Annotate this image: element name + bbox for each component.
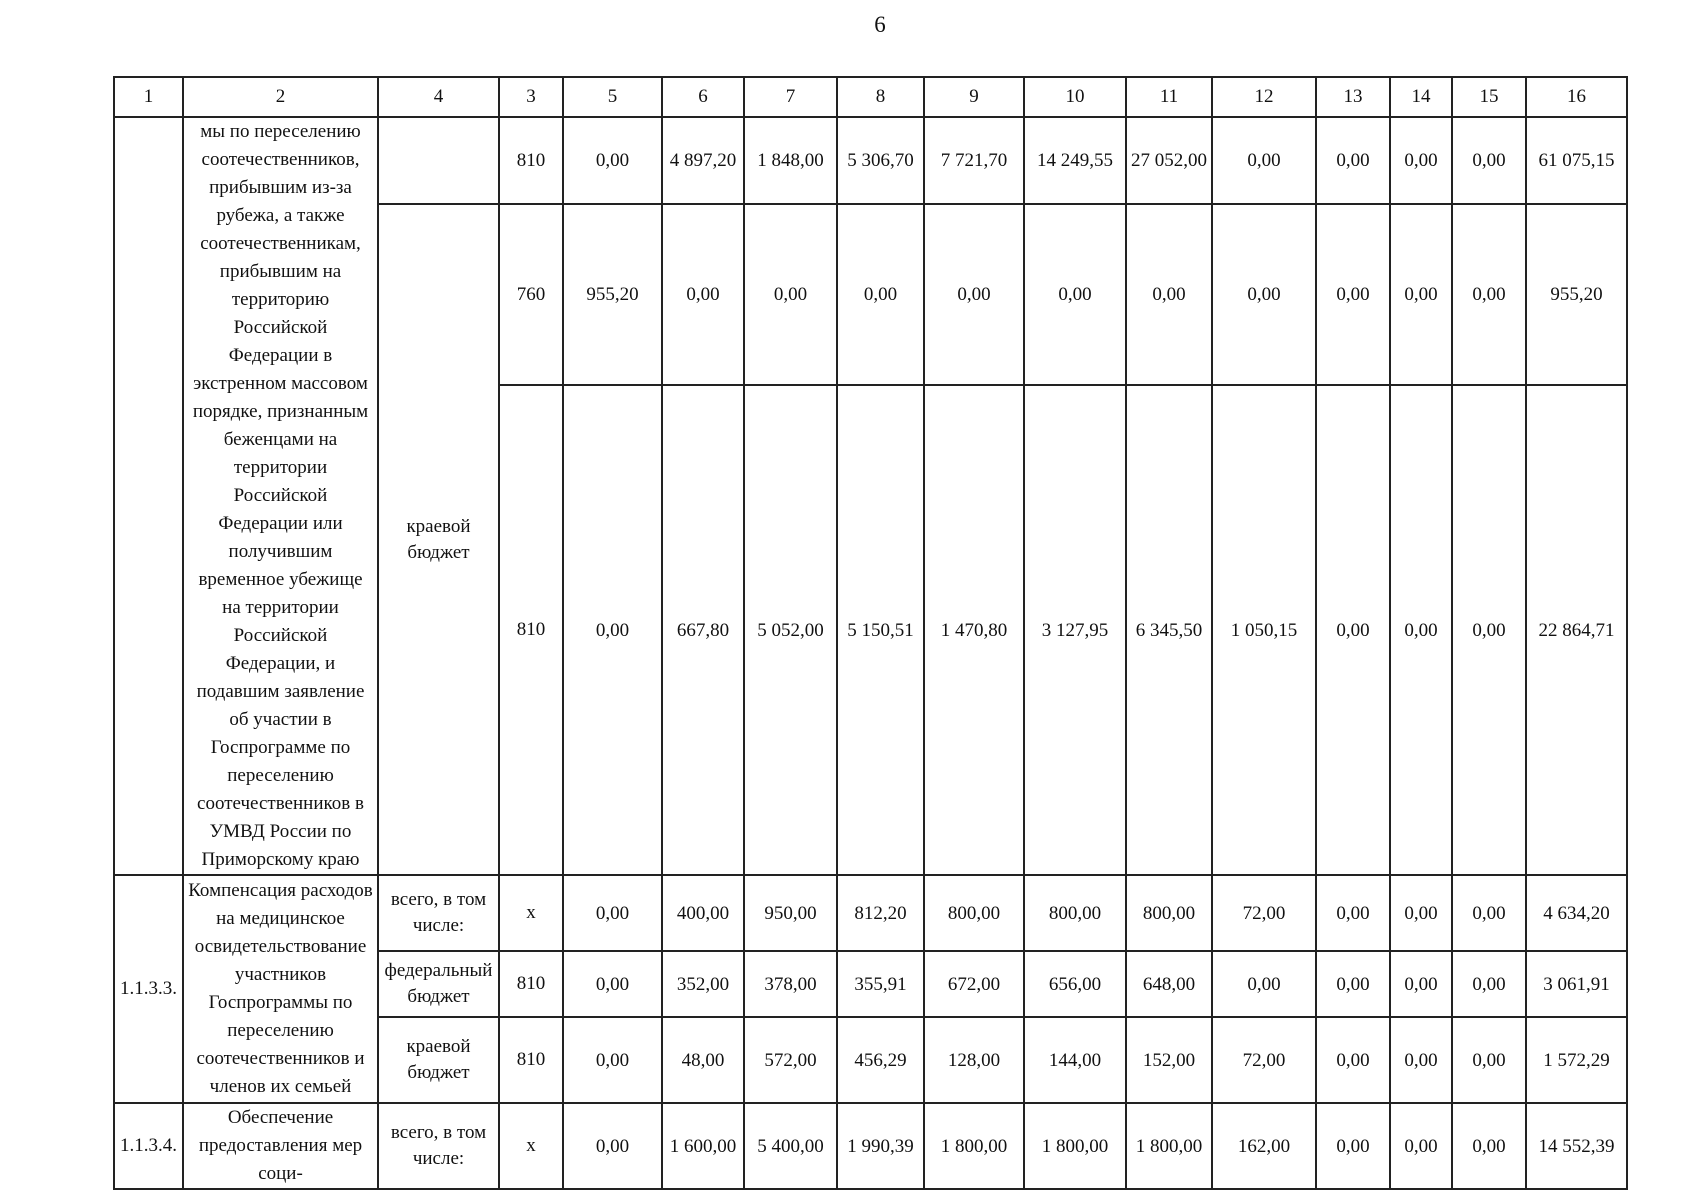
value-cell: 3 127,95	[1024, 385, 1126, 875]
item-description: Компенсация расходов на медицинское освидетельствование участников Госпрограммы по переселению соотечественников и членов их семьей	[183, 875, 378, 1103]
funding-source: всего, в том числе:	[378, 875, 499, 951]
value-cell: 4 897,20	[662, 117, 744, 204]
header-cell: 1	[114, 77, 183, 117]
funding-source: краевой бюджет	[378, 1017, 499, 1103]
value-cell: 0,00	[837, 204, 924, 385]
value-cell: 0,00	[1390, 875, 1452, 951]
value-cell: 0,00	[1316, 385, 1390, 875]
item-number-cell: 1.1.3.4.	[114, 1103, 183, 1189]
header-cell: 7	[744, 77, 837, 117]
value-cell: 0,00	[1390, 117, 1452, 204]
header-row	[114, 77, 1627, 117]
page-number: 6	[874, 12, 886, 37]
value-cell: 14 249,55	[1024, 117, 1126, 204]
value-cell: 27 052,00	[1126, 117, 1212, 204]
header-cell: 5	[563, 77, 662, 117]
value-cell: 144,00	[1024, 1017, 1126, 1103]
header-cell: 12	[1212, 77, 1316, 117]
value-cell: 0,00	[1316, 951, 1390, 1017]
value-cell: 6 345,50	[1126, 385, 1212, 875]
total-cell: 4 634,20	[1526, 875, 1627, 951]
value-cell: 162,00	[1212, 1103, 1316, 1189]
value-cell: 812,20	[837, 875, 924, 951]
value-cell: 5 400,00	[744, 1103, 837, 1189]
funding-source: краевой бюджет	[378, 204, 499, 875]
value-cell: 656,00	[1024, 951, 1126, 1017]
value-cell: 5 306,70	[837, 117, 924, 204]
header-cell: 11	[1126, 77, 1212, 117]
item-number-cell	[114, 117, 183, 875]
value-cell: 0,00	[1452, 117, 1526, 204]
value-cell: 1 848,00	[744, 117, 837, 204]
value-cell: 0,00	[563, 117, 662, 204]
total-cell: 14 552,39	[1526, 1103, 1627, 1189]
value-cell: 0,00	[563, 875, 662, 951]
funding-source: федеральный бюджет	[378, 951, 499, 1017]
value-cell: 0,00	[1212, 204, 1316, 385]
value-cell: 0,00	[1316, 117, 1390, 204]
table-row	[114, 117, 1627, 204]
value-cell: 0,00	[1452, 951, 1526, 1017]
header-cell: 10	[1024, 77, 1126, 117]
value-cell: 0,00	[563, 385, 662, 875]
value-cell: 0,00	[563, 951, 662, 1017]
header-cell: 13	[1316, 77, 1390, 117]
value-cell: 0,00	[1390, 1017, 1452, 1103]
value-cell: 378,00	[744, 951, 837, 1017]
value-cell: 1 050,15	[1212, 385, 1316, 875]
header-cell: 9	[924, 77, 1024, 117]
value-cell: 1 800,00	[1024, 1103, 1126, 1189]
code-cell: 810	[499, 117, 563, 204]
value-cell: 7 721,70	[924, 117, 1024, 204]
value-cell: 0,00	[1316, 1017, 1390, 1103]
header-cell: 6	[662, 77, 744, 117]
value-cell: 0,00	[1390, 1103, 1452, 1189]
value-cell: 648,00	[1126, 951, 1212, 1017]
value-cell: 955,20	[563, 204, 662, 385]
value-cell: 1 600,00	[662, 1103, 744, 1189]
value-cell: 355,91	[837, 951, 924, 1017]
value-cell: 0,00	[1212, 117, 1316, 204]
value-cell: 0,00	[1390, 204, 1452, 385]
item-description: мы по переселению соотечественников, прибывшим из-за рубежа, а также соотечественникам, прибывшим на территорию Российской Федерации в экстренном массовом порядке, признанным беженцами на территории Российской Федерации или получившим временное убежище на территории Российской Федерации, и подавшим заявление об участии в Госпрограмме по переселению соотечественников в УМВД России по Приморскому краю	[183, 117, 378, 875]
value-cell: 0,00	[1212, 951, 1316, 1017]
code-cell: х	[499, 875, 563, 951]
code-cell: 810	[499, 385, 563, 875]
code-cell: 810	[499, 1017, 563, 1103]
value-cell: 800,00	[1024, 875, 1126, 951]
value-cell: 5 052,00	[744, 385, 837, 875]
value-cell: 0,00	[1390, 385, 1452, 875]
total-cell: 22 864,71	[1526, 385, 1627, 875]
budget-table	[113, 76, 1628, 1190]
value-cell: 0,00	[1452, 875, 1526, 951]
value-cell: 1 470,80	[924, 385, 1024, 875]
header-cell: 14	[1390, 77, 1452, 117]
value-cell: 0,00	[662, 204, 744, 385]
table-row	[114, 875, 1627, 951]
value-cell: 0,00	[1126, 204, 1212, 385]
header-cell: 4	[378, 77, 499, 117]
value-cell: 0,00	[1316, 1103, 1390, 1189]
value-cell: 0,00	[1316, 875, 1390, 951]
value-cell: 1 990,39	[837, 1103, 924, 1189]
value-cell: 1 800,00	[924, 1103, 1024, 1189]
item-description: Обеспечение предоставления мер соци-	[183, 1103, 378, 1189]
value-cell: 0,00	[1390, 951, 1452, 1017]
value-cell: 128,00	[924, 1017, 1024, 1103]
value-cell: 0,00	[744, 204, 837, 385]
total-cell: 3 061,91	[1526, 951, 1627, 1017]
value-cell: 0,00	[1024, 204, 1126, 385]
header-cell: 3	[499, 77, 563, 117]
header-cell: 15	[1452, 77, 1526, 117]
value-cell: 72,00	[1212, 875, 1316, 951]
value-cell: 572,00	[744, 1017, 837, 1103]
value-cell: 0,00	[563, 1103, 662, 1189]
value-cell: 950,00	[744, 875, 837, 951]
code-cell: 810	[499, 951, 563, 1017]
header-cell: 2	[183, 77, 378, 117]
code-cell: х	[499, 1103, 563, 1189]
value-cell: 672,00	[924, 951, 1024, 1017]
value-cell: 400,00	[662, 875, 744, 951]
total-cell: 61 075,15	[1526, 117, 1627, 204]
header-cell: 16	[1526, 77, 1627, 117]
value-cell: 0,00	[563, 1017, 662, 1103]
table-row	[114, 1103, 1627, 1189]
value-cell: 800,00	[1126, 875, 1212, 951]
value-cell: 5 150,51	[837, 385, 924, 875]
value-cell: 0,00	[924, 204, 1024, 385]
funding-source: всего, в том числе:	[378, 1103, 499, 1189]
value-cell: 0,00	[1452, 1103, 1526, 1189]
value-cell: 456,29	[837, 1017, 924, 1103]
total-cell: 1 572,29	[1526, 1017, 1627, 1103]
header-cell: 8	[837, 77, 924, 117]
value-cell: 0,00	[1452, 385, 1526, 875]
item-number-cell: 1.1.3.3.	[114, 875, 183, 1103]
funding-source	[378, 117, 499, 204]
value-cell: 48,00	[662, 1017, 744, 1103]
value-cell: 352,00	[662, 951, 744, 1017]
value-cell: 0,00	[1316, 204, 1390, 385]
total-cell: 955,20	[1526, 204, 1627, 385]
value-cell: 0,00	[1452, 204, 1526, 385]
value-cell: 0,00	[1452, 1017, 1526, 1103]
value-cell: 1 800,00	[1126, 1103, 1212, 1189]
value-cell: 800,00	[924, 875, 1024, 951]
value-cell: 72,00	[1212, 1017, 1316, 1103]
value-cell: 152,00	[1126, 1017, 1212, 1103]
code-cell: 760	[499, 204, 563, 385]
value-cell: 667,80	[662, 385, 744, 875]
